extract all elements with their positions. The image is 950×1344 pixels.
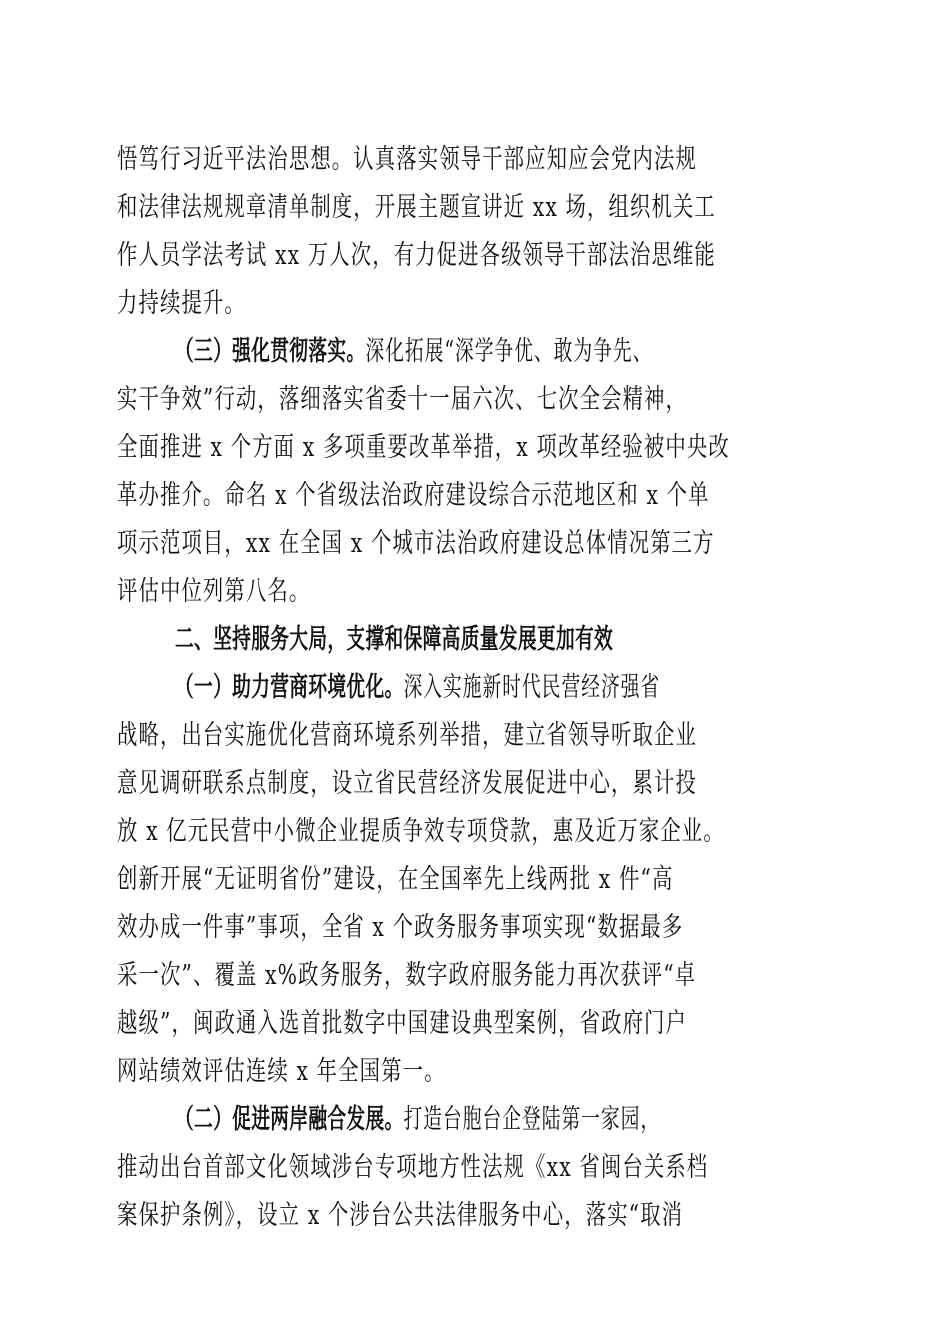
paragraph-first-line [175, 332, 833, 372]
paragraph-text: 深化拓展“深学争优、敢为争先、 [365, 336, 653, 367]
text-line: 创新开展“无证明省份”建设，在全国率先上线两批 x 件“高 [117, 864, 674, 895]
paragraph-first-line [175, 1100, 833, 1140]
text-line: 越级”，闽政通入选首批数字中国建设典型案例，省政府门户 [117, 1008, 688, 1039]
text-line: 推动出台首部文化领域涉台专项地方性法规《xx 省闽台关系档 [117, 1152, 709, 1183]
text-line: 和法律法规规章清单制度，开展主题宣讲近 xx 场，组织机关工 [117, 192, 716, 223]
text-line: 革办推介。命名 x 个省级法治政府建设综合示范地区和 x 个单 [117, 480, 710, 511]
subsection-heading: （三）强化贯彻落实。 [175, 336, 366, 367]
text-line: 案保护条例》，设立 x 个涉台公共法律服务中心，落实“取消 [117, 1200, 684, 1231]
text-line: 作人员学法考试 xx 万人次，有力促进各级领导干部法治思维能 [117, 240, 716, 271]
text-line: 战略，出台实施优化营商环境系列举措，建立省领导听取企业 [117, 720, 697, 751]
subsection-heading: （一）助力营商环境优化。 [175, 672, 404, 703]
text-line: 实干争效”行动，落细落实省委十一届六次、七次全会精神， [117, 384, 688, 415]
text-line: 项示范项目，xx 在全国 x 个城市法治政府建设总体情况第三方 [117, 528, 715, 559]
paragraph-text: 深入实施新时代民营经济强省 [403, 672, 661, 703]
text-line: 采一次”、覆盖 x%政务服务，数字政府服务能力再次获评“卓 [117, 960, 697, 991]
subsection-heading: （二）促进两岸融合发展。 [175, 1104, 404, 1135]
text-line: 网站绩效评估连续 x 年全国第一。 [117, 1056, 446, 1087]
text-line: 意见调研联系点制度，设立省民营经济发展促进中心，累计投 [117, 768, 697, 799]
text-line: 全面推进 x 个方面 x 多项重要改革举措，x 项改革经验被中央改 [117, 432, 730, 463]
text-line: 效办成一件事”事项，全省 x 个政务服务事项实现“数据最多 [117, 912, 684, 943]
section-heading: 二、坚持服务大局，支撑和保障高质量发展更加有效 [175, 624, 614, 655]
paragraph-text: 打造台胞台企登陆第一家园， [403, 1104, 661, 1135]
text-line: 悟笃行习近平法治思想。认真落实领导干部应知应会党内法规 [117, 144, 697, 175]
paragraph-first-line [175, 668, 833, 708]
text-line: 评估中位列第八名。 [117, 576, 311, 607]
text-line: 力持续提升。 [117, 288, 246, 319]
text-line: 放 x 亿元民营中小微企业提质争效专项贷款，惠及近万家企业。 [117, 816, 725, 847]
